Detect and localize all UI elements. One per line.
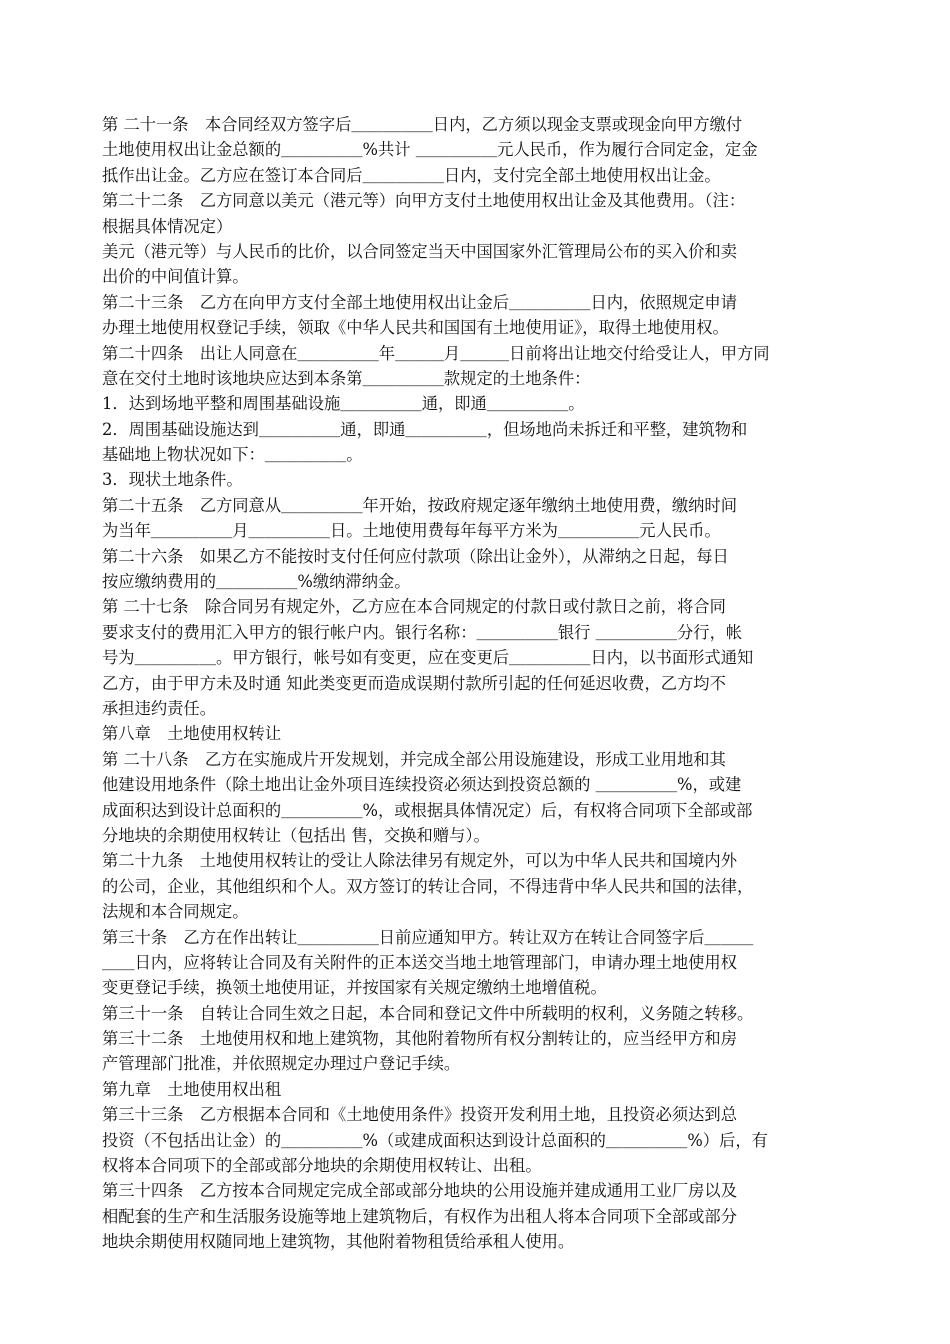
text-line: 第二十二条 乙方同意以美元（港元等）向甲方支付土地使用权出让金及其他费用。（注： [102,191,746,211]
text-line: 产管理部门批准，并依照规定办理过户登记手续。 [102,1054,461,1074]
text-line: 基础地上物状况如下：＿＿＿＿＿。 [102,445,363,465]
text-line: 地块余期使用权随同地上建筑物，其他附着物租赁给承租人使用。 [102,1232,575,1252]
text-line: 法规和本合同规定。 [102,902,249,922]
text-line: 变更登记手续，换领土地使用证，并按国家有关规定缴纳土地增值税。 [102,978,607,998]
text-line: 意在交付土地时该地块应达到本条第＿＿＿＿＿款规定的土地条件： [102,368,591,388]
text-line: 承担违约责任。 [102,698,216,718]
text-line: 他建设用地条件（除土地出让金外项目连续投资必须达到投资总额的 ＿＿＿＿＿%，或建 [102,775,742,795]
text-line: 第 二十七条 除合同另有规定外，乙方应在本合同规定的付款日或付款日之前，将合同 [102,597,726,617]
document-page [102,112,862,1255]
text-line: 乙方，由于甲方未及时通 知此类变更而造成误期付款所引起的任何延迟收费，乙方均不 [102,673,726,693]
text-line: 的公司，企业，其他组织和个人。双方签订的转让合同，不得违背中华人民共和国的法律， [102,876,754,896]
text-line: 抵作出让金。乙方应在签订本合同后＿＿＿＿＿日内，支付完全部土地使用权出让金。 [102,165,721,185]
text-line: 第二十九条 土地使用权转让的受让人除法律另有规定外，可以为中华人民共和国境内外 [102,851,737,871]
text-line: 1．达到场地平整和周围基础设施＿＿＿＿＿通，即通＿＿＿＿＿。 [102,394,585,414]
text-line: 号为＿＿＿＿＿。甲方银行，帐号如有变更，应在变更后＿＿＿＿＿日内，以书面形式通知 [102,648,754,668]
text-line: 第三十一条 自转让合同生效之日起，本合同和登记文件中所载明的权利，义务随之转移。 [102,1003,754,1023]
text-line: 第 二十一条 本合同经双方签字后＿＿＿＿＿日内，乙方须以现金支票或现金向甲方缴付 [102,115,743,134]
text-line: 出价的中间值计算。 [102,267,249,287]
text-line: 第三十二条 土地使用权和地上建筑物，其他附着物所有权分割转让的，应当经甲方和房 [102,1029,737,1049]
text-line: 第 二十八条 乙方在实施成片开发规划，并完成全部公用设施建设，形成工业用地和其 [102,749,726,769]
text-line: 第二十六条 如果乙方不能按时支付任何应付款项（除出让金外），从滞纳之日起，每日 [102,546,729,566]
text-line: 第二十三条 乙方在向甲方支付全部土地使用权出让金后＿＿＿＿＿日内，依照规定申请 [102,292,737,312]
text-line: 相配套的生产和生活服务设施等地上建筑物后，有权作为出租人将本合同项下全部或部分 [102,1206,737,1226]
text-line: 投资（不包括出让金）的＿＿＿＿＿%（或建成面积达到设计总面积的＿＿＿＿＿%）后，有 [102,1130,768,1150]
text-line: 成面积达到设计总面积的＿＿＿＿＿%，或根据具体情况定）后，有权将合同项下全部或部 [102,800,753,820]
text-line: 要求支付的费用汇入甲方的银行帐户内。银行名称：＿＿＿＿＿银行 ＿＿＿＿＿分行，帐 [102,622,743,642]
text-line: 根据具体情况定） [102,216,233,236]
text-line: 美元（港元等）与人民币的比价，以合同签定当天中国国家外汇管理局公布的买入价和卖 [102,241,737,261]
text-line: 第二十四条 出让人同意在＿＿＿＿＿年＿＿＿月＿＿＿日前将出让地交付给受让人，甲方同 [102,343,770,363]
text-line: 为当年＿＿＿＿＿月＿＿＿＿＿日。土地使用费每年每平方米为＿＿＿＿＿元人民币。 [102,521,721,541]
text-line: ＿＿日内，应将转让合同及有关附件的正本送交当地土地管理部门，申请办理土地使用权 [102,952,737,972]
text-line: 分地块的余期使用权转让（包括出 售，交换和赠与）。 [102,825,490,845]
text-line: 权将本合同项下的全部或部分地块的余期使用权转让、出租。 [102,1156,542,1176]
text-line: 第三十三条 乙方根据本合同和《土地使用条件》投资开发利用土地，且投资必须达到总 [102,1105,737,1125]
chapter-heading: 第八章 土地使用权转让 [102,724,282,744]
text-line: 第三十四条 乙方按本合同规定完成全部或部分地块的公用设施并建成通用工业厂房以及 [102,1181,737,1201]
text-line: 办理土地使用权登记手续，领取《中华人民共和国国有土地使用证》，取得土地使用权。 [102,318,729,338]
text-line: 土地使用权出让金总额的＿＿＿＿＿%共计 ＿＿＿＿＿元人民币，作为履行合同定金，定金 [102,140,758,160]
text-line: 第三十条 乙方在作出转让＿＿＿＿＿日前应通知甲方。转让双方在转让合同签字后＿＿＿ [102,927,754,947]
text-line: 2．周围基础设施达到＿＿＿＿＿通，即通＿＿＿＿＿，但场地尚未拆迁和平整，建筑物和 [102,419,748,439]
text-line: 3．现状土地条件。 [102,470,243,490]
chapter-heading: 第九章 土地使用权出租 [102,1079,282,1099]
text-line: 按应缴纳费用的＿＿＿＿＿%缴纳滞纳金。 [102,572,411,592]
text-line: 第二十五条 乙方同意从＿＿＿＿＿年开始，按政府规定逐年缴纳土地使用费，缴纳时间 [102,495,737,515]
